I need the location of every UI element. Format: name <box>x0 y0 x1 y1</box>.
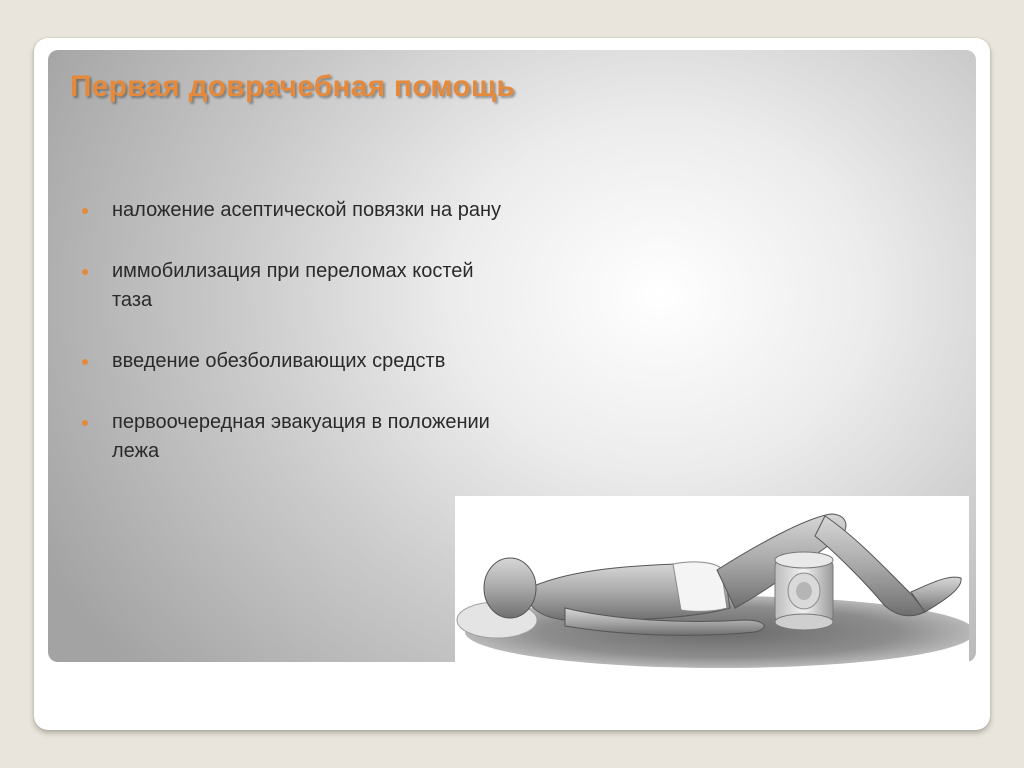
bullet-item <box>112 408 502 466</box>
bullet-dot-icon <box>82 359 88 365</box>
bullet-item <box>112 347 502 376</box>
bullet-text: иммобилизация при переломах костей таза <box>112 260 474 311</box>
bullet-list <box>112 196 502 498</box>
bullet-dot-icon <box>82 420 88 426</box>
bullet-item <box>112 257 502 315</box>
bullet-text: наложение асептической повязки на рану <box>112 199 501 221</box>
patient-position-illustration <box>455 496 969 668</box>
slide-title: Первая доврачебная помощь <box>70 70 516 103</box>
bullet-text: введение обезболивающих средств <box>112 350 446 372</box>
bullet-dot-icon <box>82 269 88 275</box>
bullet-item <box>112 196 502 225</box>
bullet-text: первоочередная эвакуация в положении лежа <box>112 411 490 462</box>
lying-patient-image <box>455 496 969 668</box>
bullet-dot-icon <box>82 208 88 214</box>
knee-roll <box>775 552 833 630</box>
head <box>484 558 536 618</box>
